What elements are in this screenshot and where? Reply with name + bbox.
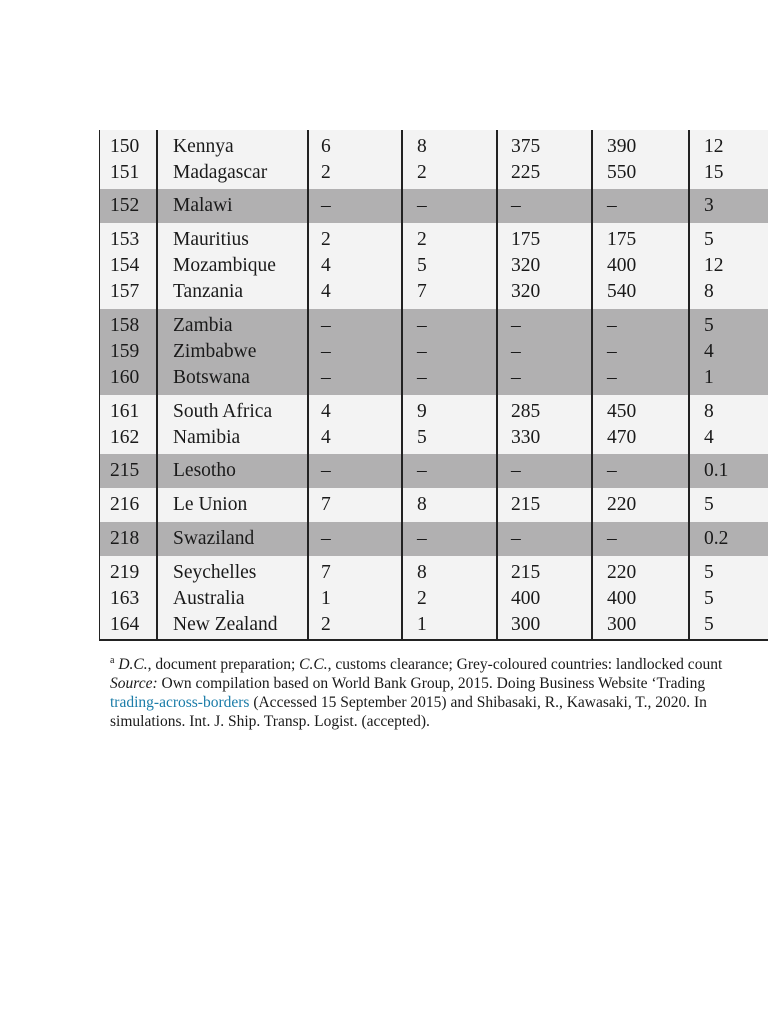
rank-cell: 216 [110,494,140,515]
row-group-dark [100,522,768,556]
dc-cell: 2 [321,229,331,250]
dc-cell: – [321,460,331,481]
rank-cell: 163 [110,588,140,609]
table-row [100,313,768,339]
rank-cell: 218 [110,528,140,549]
country-cell: Australia [173,588,245,609]
cost-dc-cell: 330 [511,427,541,448]
cost-dc-cell: – [511,460,521,481]
rank-cell: 160 [110,367,140,388]
dc-cell: 4 [321,401,331,422]
cost-dc-cell: – [511,528,521,549]
cost-cc-cell: 470 [607,427,637,448]
dc-cell: – [321,367,331,388]
rank-cell: 154 [110,255,140,276]
cost-cc-cell: 175 [607,229,637,250]
rank-cell: 152 [110,195,140,216]
cost-dc-cell: 320 [511,255,541,276]
value-cell: 12 [704,255,724,276]
cc-cell: 8 [417,562,427,583]
value-cell: 12 [704,136,724,157]
value-cell: 5 [704,315,714,336]
column-divider [591,130,593,639]
rank-cell: 215 [110,460,140,481]
cost-dc-cell: 225 [511,162,541,183]
table-body [100,130,768,641]
source-text-2: (Accessed 15 September 2015) and Shibasaki, R., Kawasaki, T., 2020. In [249,694,707,711]
dc-cell: 4 [321,281,331,302]
cc-cell: – [417,460,427,481]
table-row [100,253,768,279]
cost-dc-cell: 400 [511,588,541,609]
cc-cell: 2 [417,229,427,250]
country-cell: Zimbabwe [173,341,257,362]
table-row [100,612,768,638]
country-cell: Lesotho [173,460,236,481]
rank-cell: 164 [110,614,140,635]
country-cell: Tanzania [173,281,244,302]
country-cell: Malawi [173,195,233,216]
table-row [100,425,768,451]
column-divider [401,130,403,639]
rank-cell: 158 [110,315,140,336]
dc-cell: 6 [321,136,331,157]
dc-cell: 4 [321,255,331,276]
dc-cell: – [321,315,331,336]
source-line [110,674,768,693]
country-cell: Zambia [173,315,233,336]
cc-cell: 8 [417,494,427,515]
cost-dc-cell: – [511,315,521,336]
footnote-cc: C.C. [299,656,328,673]
column-divider [688,130,690,639]
cost-dc-cell: – [511,341,521,362]
table-row [100,279,768,305]
rank-cell: 153 [110,229,140,250]
table-row [100,134,768,160]
cc-cell: 9 [417,401,427,422]
dc-cell: 1 [321,588,331,609]
table-notes [110,651,768,731]
country-cell: New Zealand [173,614,278,635]
table-row [100,365,768,391]
cc-cell: 5 [417,255,427,276]
cost-cc-cell: – [607,195,617,216]
source-text-3: simulations. Int. J. Ship. Transp. Logist. (accepted). [110,713,430,730]
footnote [110,651,768,674]
cc-cell: 2 [417,162,427,183]
cost-cc-cell: 540 [607,281,637,302]
data-table [99,130,768,641]
cc-cell: 8 [417,136,427,157]
table-row [100,227,768,253]
cost-dc-cell: 175 [511,229,541,250]
column-divider [307,130,309,639]
table-row [100,526,768,552]
row-group-dark [100,189,768,223]
footnote-dc-text: , document preparation; [147,656,300,673]
country-cell: Madagascar [173,162,268,183]
cost-cc-cell: 390 [607,136,637,157]
dc-cell: 7 [321,562,331,583]
country-cell: Mozambique [173,255,276,276]
cost-dc-cell: 300 [511,614,541,635]
cost-cc-cell: 400 [607,588,637,609]
rank-cell: 162 [110,427,140,448]
row-group-light [100,130,768,189]
dc-cell: – [321,195,331,216]
table-row [100,560,768,586]
rank-cell: 150 [110,136,140,157]
country-cell: Seychelles [173,562,257,583]
table-row [100,492,768,518]
cc-cell: – [417,341,427,362]
column-divider [496,130,498,639]
footnote-dc: D.C. [118,656,148,673]
country-cell: Namibia [173,427,241,448]
table-row [100,160,768,186]
value-cell: 5 [704,494,714,515]
cc-cell: 2 [417,588,427,609]
rank-cell: 159 [110,341,140,362]
source-link[interactable]: trading-across-borders [110,694,250,711]
value-cell: 5 [704,562,714,583]
cc-cell: 7 [417,281,427,302]
value-cell: 0.1 [704,460,729,481]
cost-cc-cell: – [607,341,617,362]
value-cell: 5 [704,614,714,635]
cost-dc-cell: 320 [511,281,541,302]
country-cell: Mauritius [173,229,249,250]
footnote-marker: a [110,655,115,666]
cc-cell: 1 [417,614,427,635]
cost-dc-cell: 215 [511,494,541,515]
cc-cell: – [417,195,427,216]
rank-cell: 161 [110,401,140,422]
value-cell: 0.2 [704,528,729,549]
cost-dc-cell: – [511,195,521,216]
row-group-dark [100,309,768,395]
row-group-light [100,556,768,641]
cost-cc-cell: – [607,528,617,549]
country-cell: Kennya [173,136,234,157]
value-cell: 5 [704,229,714,250]
row-group-light [100,223,768,309]
cost-cc-cell: 550 [607,162,637,183]
dc-cell: – [321,528,331,549]
country-cell: South Africa [173,401,273,422]
country-cell: Le Union [173,494,248,515]
row-group-light [100,395,768,454]
source-text: Own compilation based on World Bank Group, 2015. Doing Business Website ‘Trading [157,675,706,692]
rank-cell: 151 [110,162,140,183]
dc-cell: 2 [321,162,331,183]
source-line-2 [110,693,768,712]
table-row [100,458,768,484]
value-cell: 3 [704,195,714,216]
table-row [100,399,768,425]
table-row [100,339,768,365]
cc-cell: – [417,528,427,549]
cost-dc-cell: 375 [511,136,541,157]
value-cell: 4 [704,341,714,362]
cost-cc-cell: – [607,315,617,336]
cc-cell: – [417,367,427,388]
value-cell: 1 [704,367,714,388]
cost-cc-cell: 220 [607,494,637,515]
rank-cell: 219 [110,562,140,583]
value-cell: 8 [704,401,714,422]
cost-dc-cell: 285 [511,401,541,422]
cost-cc-cell: 300 [607,614,637,635]
cc-cell: – [417,315,427,336]
value-cell: 4 [704,427,714,448]
rank-cell: 157 [110,281,140,302]
footnote-rest: , customs clearance; Grey-coloured countries: landlocked count [327,656,723,673]
cost-dc-cell: 215 [511,562,541,583]
source-label: Source: [110,675,158,692]
cc-cell: 5 [417,427,427,448]
dc-cell: 2 [321,614,331,635]
cost-cc-cell: 450 [607,401,637,422]
country-cell: Swaziland [173,528,255,549]
dc-cell: 7 [321,494,331,515]
cost-cc-cell: – [607,367,617,388]
dc-cell: 4 [321,427,331,448]
cost-cc-cell: 220 [607,562,637,583]
table-row [100,586,768,612]
cost-dc-cell: – [511,367,521,388]
source-line-3 [110,712,768,731]
table-row [100,193,768,219]
value-cell: 5 [704,588,714,609]
row-group-dark [100,454,768,488]
column-divider [156,130,158,639]
dc-cell: – [321,341,331,362]
cost-cc-cell: – [607,460,617,481]
value-cell: 15 [704,162,724,183]
country-cell: Botswana [173,367,250,388]
value-cell: 8 [704,281,714,302]
cost-cc-cell: 400 [607,255,637,276]
row-group-light [100,488,768,522]
